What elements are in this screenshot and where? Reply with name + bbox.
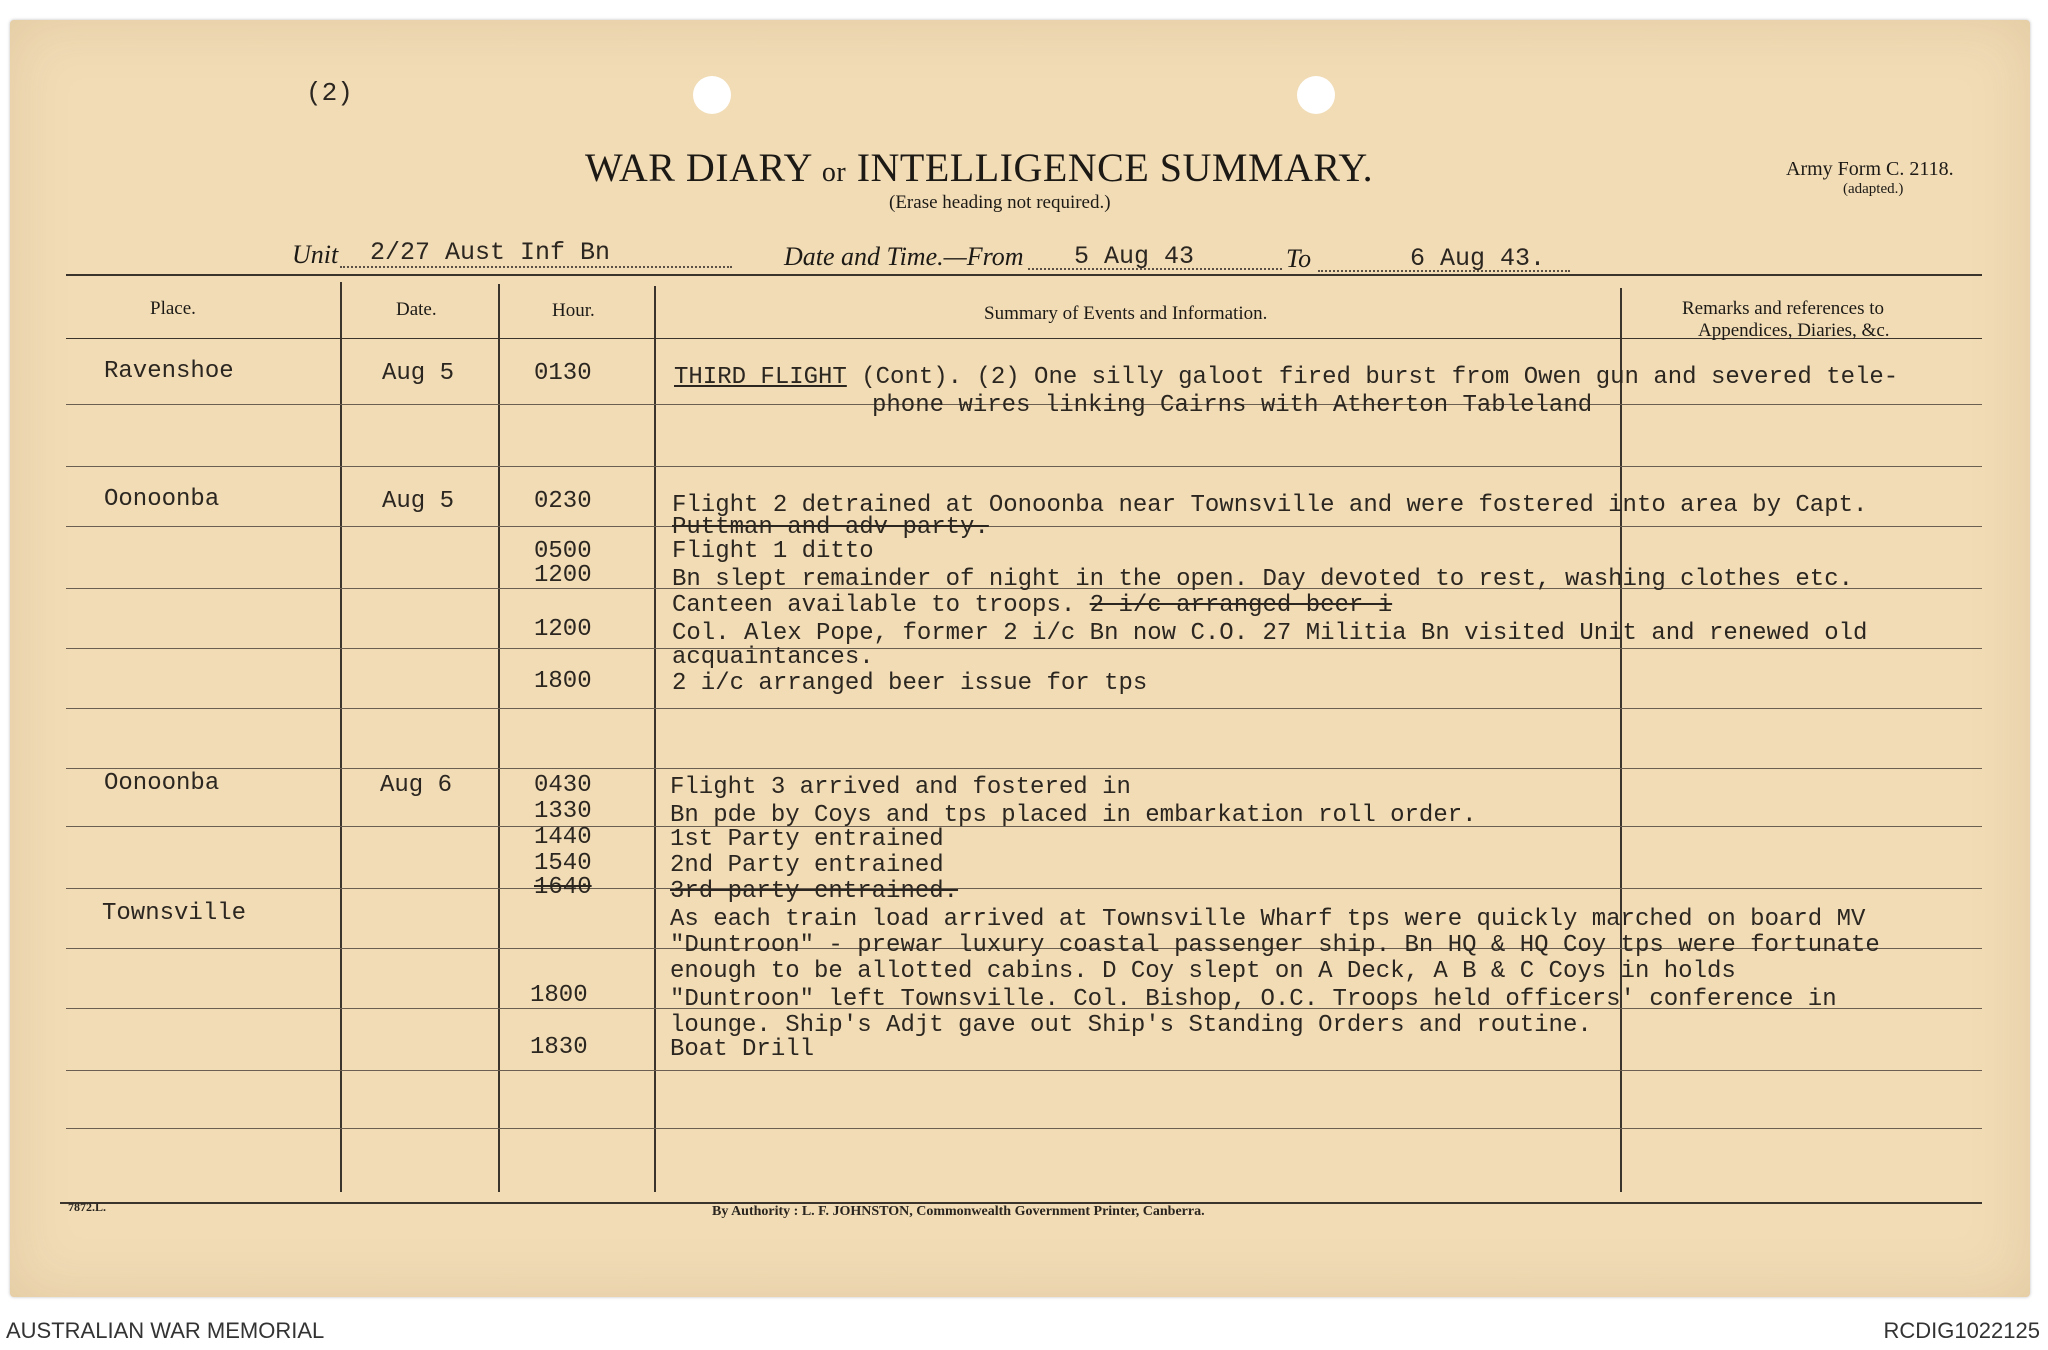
summary-line: 2nd Party entrained	[670, 852, 944, 879]
form-reference-sub: (adapted.)	[1843, 181, 1904, 197]
struck-text: 2 i/c arranged beer i	[1089, 592, 1393, 619]
column-header-summary: Summary of Events and Information.	[984, 303, 1268, 324]
summary-line: 2 i/c arranged beer issue for tps	[672, 670, 1148, 697]
hour-cell-struck: 1640	[534, 874, 592, 901]
table-top-rule	[66, 274, 1982, 276]
column-divider	[654, 286, 656, 1192]
ruled-line	[66, 708, 1982, 709]
ruled-line	[66, 648, 1982, 649]
summary-line-struck: 3rd party entrained.	[670, 878, 959, 905]
flight-heading: THIRD FLIGHT	[674, 364, 847, 391]
punch-hole	[1297, 76, 1335, 114]
ruled-line	[66, 1128, 1982, 1129]
column-header-hour: Hour.	[552, 300, 595, 321]
summary-line	[674, 364, 1898, 391]
column-header-date: Date.	[396, 299, 437, 320]
column-header-remarks-1: Remarks and references to	[1682, 298, 1885, 319]
hour-cell: 0500	[534, 538, 592, 565]
summary-text: Canteen available to troops.	[672, 592, 1076, 619]
hour-cell: 1540	[534, 850, 592, 877]
column-divider	[340, 282, 342, 1192]
place-cell: Oonoonba	[104, 486, 220, 513]
summary-line-struck: Puttman and adv party.	[672, 514, 989, 541]
date-time-label: Date and Time.—From	[784, 242, 1024, 271]
archive-name: AUSTRALIAN WAR MEMORIAL	[6, 1318, 325, 1343]
summary-line: phone wires linking Cairns with Atherton Tableland	[872, 392, 1593, 419]
archive-record-id: RCDIG1022125	[1883, 1318, 2040, 1343]
place-cell: Ravenshoe	[104, 358, 234, 385]
from-value: 5 Aug 43	[1074, 242, 1195, 271]
summary-line: Col. Alex Pope, former 2 i/c Bn now C.O. 27 Militia Bn visited Unit and renewed old	[672, 620, 1868, 647]
form-title	[585, 144, 1373, 191]
hour-cell: 1200	[534, 616, 592, 643]
hour-cell: 0130	[534, 360, 592, 387]
date-cell: Aug 5	[382, 360, 455, 387]
date-cell: Aug 5	[382, 488, 455, 515]
table-header-rule	[66, 338, 1982, 339]
hour-cell: 0230	[534, 488, 592, 515]
ruled-line	[66, 1070, 1982, 1071]
place-cell: Oonoonba	[104, 770, 220, 797]
column-header-place: Place.	[150, 298, 196, 319]
ruled-line	[66, 768, 1982, 769]
printer-authority: By Authority : L. F. JOHNSTON, Commonwealth Government Printer, Canberra.	[712, 1204, 1205, 1219]
page-number: (2)	[306, 78, 353, 108]
summary-line: Bn pde by Coys and tps placed in embarkation roll order.	[670, 802, 1477, 829]
summary-line: lounge. Ship's Adjt gave out Ship's Standing Orders and routine.	[670, 1012, 1592, 1039]
punch-hole	[693, 76, 731, 114]
to-label: To	[1286, 244, 1312, 273]
hour-cell: 1200	[534, 562, 592, 589]
unit-value: 2/27 Aust Inf Bn	[370, 238, 611, 267]
column-divider	[1620, 288, 1622, 1192]
hour-cell: 1800	[530, 982, 588, 1009]
hour-cell: 1330	[534, 798, 592, 825]
title-or: or	[821, 157, 847, 188]
place-cell: Townsville	[102, 900, 247, 927]
title-war-diary: WAR DIARY	[585, 145, 812, 190]
hour-cell: 1440	[534, 824, 592, 851]
summary-line: "Duntroon" left Townsville. Col. Bishop, O.C. Troops held officers' conference in	[670, 986, 1837, 1013]
summary-line	[672, 592, 1392, 619]
title-intelligence-summary: INTELLIGENCE SUMMARY.	[856, 145, 1374, 190]
form-reference: Army Form C. 2118.	[1786, 158, 1954, 180]
summary-line: Flight 2 detrained at Oonoonba near Townsville and were fostered into area by Capt.	[672, 492, 1868, 519]
to-value: 6 Aug 43.	[1410, 244, 1546, 273]
summary-line: Boat Drill	[670, 1036, 815, 1063]
column-header-remarks-2: Appendices, Diaries, &c.	[1698, 320, 1890, 341]
ruled-line	[66, 526, 1982, 527]
summary-line: Flight 3 arrived and fostered in	[670, 774, 1131, 801]
summary-line: enough to be allotted cabins. D Coy slept on A Deck, A B & C Coys in holds	[670, 958, 1736, 985]
summary-line: "Duntroon" - prewar luxury coastal passenger ship. Bn HQ & HQ Coy tps were fortunate	[670, 932, 1880, 959]
summary-line: As each train load arrived at Townsville Wharf tps were quickly marched on board MV	[670, 906, 1866, 933]
column-divider	[498, 284, 500, 1192]
summary-line: Flight 1 ditto	[672, 538, 874, 565]
summary-line: Bn slept remainder of night in the open. Day devoted to rest, washing clothes etc.	[672, 566, 1853, 593]
hour-cell: 1830	[530, 1034, 588, 1061]
ruled-line	[66, 888, 1982, 889]
summary-line: acquaintances.	[672, 644, 874, 671]
hour-cell: 1800	[534, 668, 592, 695]
form-code: 7872.L.	[68, 1200, 107, 1214]
date-cell: Aug 6	[380, 772, 453, 799]
form-subtitle: (Erase heading not required.)	[889, 192, 1111, 213]
hour-cell: 0430	[534, 772, 592, 799]
summary-line: 1st Party entrained	[670, 826, 944, 853]
ruled-line	[66, 466, 1982, 467]
unit-label: Unit	[292, 240, 339, 269]
summary-text: (Cont). (2) One silly galoot fired burst from Owen gun and severed tele-	[846, 364, 1899, 391]
